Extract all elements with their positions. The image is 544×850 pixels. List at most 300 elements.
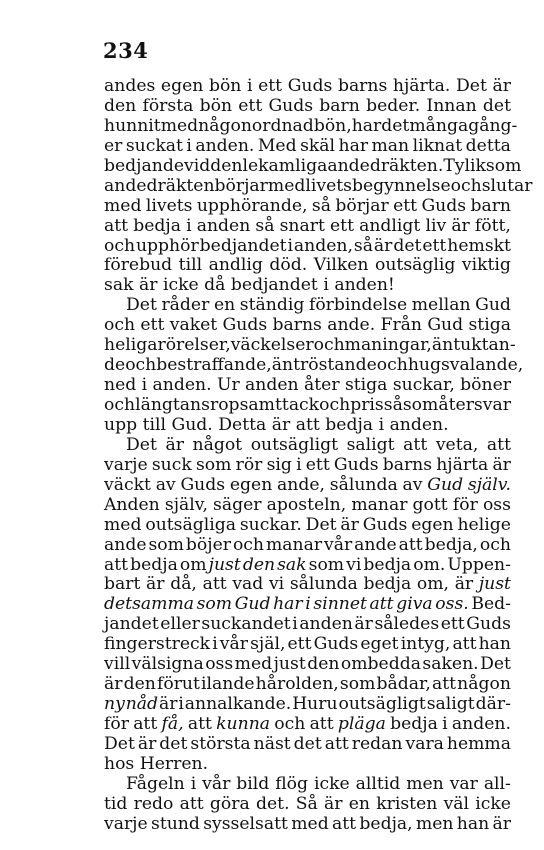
word: såsom bbox=[383, 395, 439, 415]
word: alltid bbox=[355, 773, 401, 794]
word: i bbox=[296, 454, 302, 475]
word: bedjandet bbox=[230, 275, 318, 296]
word: till bbox=[142, 414, 166, 435]
word: var bbox=[449, 773, 478, 794]
word: jandet bbox=[104, 614, 159, 635]
word: av bbox=[155, 474, 176, 495]
word: med bbox=[267, 175, 306, 196]
word: är bbox=[146, 574, 165, 595]
word: han bbox=[456, 813, 490, 834]
word: att bbox=[104, 215, 129, 236]
text-line bbox=[104, 615, 511, 635]
word: bedja bbox=[363, 574, 412, 595]
word: sålunda bbox=[289, 574, 358, 595]
word: att bbox=[369, 594, 394, 615]
word: oss bbox=[482, 494, 511, 515]
word: Det bbox=[305, 514, 337, 535]
word: detsamma bbox=[104, 594, 194, 615]
word: om. bbox=[413, 554, 446, 575]
text-line bbox=[104, 237, 511, 257]
word: den bbox=[210, 155, 243, 176]
word: pris bbox=[350, 395, 384, 415]
word: ett bbox=[422, 235, 447, 256]
word: suck bbox=[151, 454, 192, 475]
text-line bbox=[104, 675, 511, 695]
word: upp bbox=[104, 414, 138, 435]
word: barn bbox=[470, 195, 511, 216]
word: ande, bbox=[277, 474, 326, 495]
word: till bbox=[178, 255, 203, 276]
word: är bbox=[165, 434, 184, 455]
word: längtans bbox=[135, 395, 210, 415]
word: hjärta bbox=[436, 454, 489, 475]
word: Det bbox=[126, 295, 157, 316]
word: näst bbox=[253, 733, 291, 754]
word: bedjande bbox=[104, 155, 184, 176]
word: Vilken bbox=[313, 255, 369, 276]
word: bådar, bbox=[376, 674, 431, 695]
word: varje bbox=[104, 454, 148, 475]
text-line bbox=[104, 496, 511, 516]
word: upphörande, bbox=[196, 195, 308, 216]
word: vi bbox=[268, 574, 285, 595]
word: eller bbox=[160, 614, 200, 635]
word: tid bbox=[104, 793, 128, 814]
word: sak bbox=[277, 554, 307, 575]
word: livets bbox=[145, 195, 193, 216]
word: och bbox=[319, 395, 351, 415]
word: barn bbox=[319, 95, 360, 116]
word: själ, bbox=[250, 634, 286, 655]
word: har bbox=[338, 135, 369, 156]
word: Guds bbox=[222, 315, 268, 336]
word: detta bbox=[465, 135, 511, 156]
word: stund bbox=[151, 813, 200, 834]
word: stiga bbox=[468, 315, 511, 336]
word: och bbox=[376, 355, 408, 376]
word: har bbox=[351, 115, 382, 136]
word: att bbox=[324, 733, 349, 754]
word: Huru bbox=[292, 694, 338, 715]
word: det bbox=[159, 733, 188, 754]
word: att bbox=[179, 793, 204, 814]
word: icke bbox=[475, 793, 511, 814]
word: sig bbox=[266, 454, 292, 475]
word: således bbox=[374, 614, 440, 635]
text-line bbox=[104, 175, 533, 197]
word: återsvar bbox=[438, 395, 511, 415]
word: böjer bbox=[185, 534, 231, 555]
word: snart bbox=[279, 215, 325, 236]
text-line bbox=[104, 775, 511, 795]
word: rörelser, bbox=[157, 335, 231, 356]
word: för bbox=[452, 494, 478, 515]
word: anden. bbox=[152, 375, 212, 396]
word: helige bbox=[457, 514, 511, 535]
word: är bbox=[373, 235, 393, 256]
word: suckar. bbox=[239, 514, 302, 535]
word: vi bbox=[346, 554, 362, 575]
word: outsägliga bbox=[145, 514, 236, 535]
word: suckat bbox=[125, 135, 183, 156]
word: Gud bbox=[234, 594, 271, 615]
word: man bbox=[371, 135, 410, 156]
word: och bbox=[104, 235, 136, 256]
word: ständig bbox=[239, 295, 305, 316]
text-line bbox=[104, 436, 511, 456]
word: gott bbox=[412, 494, 448, 515]
word: vid bbox=[184, 155, 211, 176]
word: väl bbox=[443, 793, 470, 814]
word: är bbox=[454, 574, 474, 595]
word: och bbox=[479, 534, 511, 555]
word: ett bbox=[287, 634, 312, 655]
text-line bbox=[104, 137, 511, 157]
word: då bbox=[204, 275, 226, 296]
word: outsägligt bbox=[338, 694, 426, 715]
word: att bbox=[452, 634, 477, 655]
word: börjar bbox=[214, 175, 268, 196]
word: anden, bbox=[293, 235, 353, 256]
word: gång- bbox=[468, 115, 518, 136]
word: aposteln, bbox=[266, 494, 347, 515]
text-line bbox=[104, 695, 511, 715]
word: att bbox=[398, 534, 423, 555]
word: är bbox=[324, 793, 343, 814]
text-line bbox=[104, 595, 511, 615]
word: Gud. bbox=[171, 414, 213, 435]
word: väckelser bbox=[230, 335, 314, 356]
word: ned bbox=[104, 375, 137, 396]
text-line bbox=[104, 217, 511, 237]
word: att bbox=[295, 414, 320, 435]
text-line bbox=[104, 516, 511, 536]
word: Bed- bbox=[471, 594, 511, 615]
word: som bbox=[195, 454, 232, 475]
word: bön bbox=[199, 95, 233, 116]
word: är bbox=[354, 614, 373, 635]
word: andedräkten bbox=[104, 175, 215, 196]
word: första bbox=[142, 95, 194, 116]
word: bön bbox=[208, 76, 242, 96]
word: väckt bbox=[104, 474, 151, 495]
word: anden bbox=[196, 215, 251, 236]
word: Guds bbox=[466, 614, 511, 635]
word: ny bbox=[104, 694, 125, 715]
word: död. bbox=[269, 255, 308, 276]
word: av bbox=[402, 474, 423, 495]
word: Från bbox=[380, 315, 422, 336]
word: något bbox=[192, 434, 243, 455]
word: hårolden, bbox=[255, 674, 339, 695]
word: Ty bbox=[443, 155, 465, 176]
word: vår bbox=[219, 634, 248, 655]
word: maningar, bbox=[344, 335, 432, 356]
word: hemma bbox=[446, 733, 511, 754]
word: ilande bbox=[201, 674, 255, 695]
word: viktig bbox=[461, 255, 511, 276]
word: Innan bbox=[426, 95, 477, 116]
word: som bbox=[308, 554, 345, 575]
word: och bbox=[450, 175, 482, 196]
word: i bbox=[190, 773, 197, 794]
word: intyg, bbox=[400, 634, 451, 655]
word: vara bbox=[405, 733, 444, 754]
word: i bbox=[305, 594, 311, 615]
word: livets bbox=[305, 175, 352, 196]
word: största bbox=[190, 733, 251, 754]
text-line bbox=[104, 635, 511, 655]
word: bedja bbox=[325, 414, 374, 435]
word: det bbox=[293, 733, 322, 754]
word: om bbox=[179, 554, 207, 575]
text-line bbox=[104, 276, 511, 296]
text-line bbox=[104, 296, 511, 316]
word: Guds bbox=[313, 634, 359, 655]
word: i bbox=[186, 135, 192, 156]
word: göra bbox=[209, 793, 250, 814]
word: det. bbox=[255, 793, 290, 814]
word: bön, bbox=[313, 115, 352, 136]
text-line bbox=[104, 77, 511, 97]
word: bild bbox=[236, 773, 270, 794]
word: den bbox=[104, 95, 137, 116]
text-line bbox=[104, 396, 511, 416]
word: att bbox=[486, 434, 511, 455]
word: Det bbox=[104, 733, 135, 754]
word: den bbox=[242, 554, 276, 575]
text-line bbox=[104, 456, 511, 476]
word: det bbox=[482, 95, 511, 116]
word: oss bbox=[205, 654, 234, 675]
word: är bbox=[137, 733, 157, 754]
word: Fågeln bbox=[126, 773, 185, 794]
word: i bbox=[212, 634, 218, 655]
word: redo bbox=[133, 793, 174, 814]
word: ordnad bbox=[251, 115, 314, 136]
word: själv. bbox=[467, 474, 511, 495]
word: och bbox=[104, 315, 136, 336]
word: som bbox=[196, 594, 233, 615]
word: att bbox=[403, 434, 428, 455]
word: bedja bbox=[363, 554, 412, 575]
word: i bbox=[292, 614, 298, 635]
word: saken. bbox=[422, 654, 479, 675]
text-line bbox=[104, 815, 511, 835]
word: just bbox=[478, 574, 511, 595]
word: barns bbox=[337, 76, 388, 96]
word: ett bbox=[258, 76, 283, 96]
word: men bbox=[415, 813, 454, 834]
word: saligt bbox=[346, 434, 395, 455]
word: är bbox=[138, 275, 158, 296]
word: vår bbox=[324, 534, 353, 555]
word: just bbox=[208, 554, 241, 575]
word: bedja bbox=[133, 215, 181, 236]
text-line bbox=[104, 197, 511, 217]
word: med bbox=[104, 514, 142, 535]
word: vad bbox=[232, 574, 264, 595]
word: Guds bbox=[287, 76, 333, 96]
word: Gud bbox=[427, 474, 464, 495]
word: att bbox=[332, 813, 357, 834]
word: suckandet bbox=[201, 614, 291, 635]
word: för bbox=[104, 714, 129, 734]
word: om, bbox=[416, 574, 450, 595]
word: där- bbox=[475, 694, 511, 715]
word: eget bbox=[360, 634, 399, 655]
word: ett bbox=[305, 454, 330, 475]
word: böner bbox=[460, 375, 511, 396]
word: och bbox=[125, 355, 157, 376]
text-line bbox=[104, 556, 511, 576]
word: Guds bbox=[362, 514, 408, 535]
word: egen bbox=[411, 514, 454, 535]
word: hugsvalande, bbox=[407, 355, 524, 376]
word: den bbox=[123, 674, 156, 695]
text-line bbox=[104, 536, 511, 556]
word: manar bbox=[351, 494, 408, 515]
text-line bbox=[104, 335, 516, 356]
word: i bbox=[442, 714, 448, 734]
word: redan bbox=[351, 733, 403, 754]
word: ande. bbox=[327, 315, 376, 336]
word: andedräkten. bbox=[327, 155, 444, 176]
word: Herren. bbox=[139, 753, 209, 774]
word: egen bbox=[229, 474, 273, 495]
word: annalkande. bbox=[184, 694, 292, 715]
word: samt bbox=[239, 395, 282, 415]
word: och bbox=[313, 335, 345, 356]
word: just bbox=[273, 654, 306, 675]
word: en bbox=[348, 793, 370, 814]
word: ett bbox=[440, 614, 465, 635]
word: andligt bbox=[359, 215, 421, 236]
word: är bbox=[492, 76, 511, 96]
word: de bbox=[104, 355, 126, 376]
word: med bbox=[160, 115, 199, 136]
word: anden. bbox=[389, 414, 449, 435]
word: bedja bbox=[130, 554, 178, 575]
word: tack bbox=[281, 395, 320, 415]
word: med bbox=[104, 195, 142, 216]
text-line bbox=[104, 355, 524, 376]
word: lekamliga bbox=[242, 155, 328, 176]
word: stiga bbox=[344, 375, 388, 396]
text-line bbox=[104, 416, 511, 436]
word: bart bbox=[104, 574, 141, 595]
word: Gud bbox=[475, 295, 511, 316]
word: som bbox=[148, 534, 184, 555]
word: Gud bbox=[427, 315, 464, 336]
word: det bbox=[381, 115, 410, 136]
word: rör bbox=[235, 454, 263, 475]
word: i bbox=[378, 414, 385, 435]
word: skäl bbox=[300, 135, 336, 156]
word: er bbox=[104, 135, 123, 156]
word: har bbox=[273, 594, 303, 615]
word: tuktan- bbox=[453, 335, 516, 356]
word: anden bbox=[245, 375, 299, 396]
word: fött, bbox=[474, 215, 511, 236]
word: kristen bbox=[376, 793, 438, 814]
word: ande bbox=[104, 534, 147, 555]
word: han bbox=[478, 634, 511, 655]
word: att bbox=[133, 714, 158, 734]
word: och bbox=[232, 534, 264, 555]
word: så bbox=[353, 235, 373, 256]
word: den bbox=[307, 654, 340, 675]
word: Anden bbox=[104, 494, 160, 515]
text-line bbox=[104, 155, 522, 177]
word: bedjandet bbox=[199, 235, 287, 256]
word: vill bbox=[104, 654, 131, 675]
word: andes bbox=[104, 76, 156, 96]
text-line bbox=[104, 376, 511, 396]
word: i bbox=[178, 694, 184, 715]
word: förut bbox=[157, 674, 200, 695]
word: att bbox=[309, 714, 334, 734]
word: ett bbox=[393, 195, 418, 216]
word: själv, bbox=[164, 494, 208, 515]
text-line bbox=[104, 97, 511, 117]
text-line bbox=[104, 795, 511, 815]
word: att bbox=[104, 554, 129, 575]
word: sysselsatt bbox=[203, 813, 288, 834]
word: icke bbox=[313, 773, 350, 794]
word: det bbox=[393, 235, 422, 256]
word: att bbox=[431, 674, 457, 695]
word: är bbox=[271, 414, 291, 435]
word: många bbox=[409, 115, 469, 136]
word: i bbox=[246, 76, 253, 96]
word: andlig bbox=[208, 255, 263, 276]
word: hos bbox=[104, 753, 135, 774]
word: Guds bbox=[421, 195, 467, 216]
word: tröstande bbox=[293, 355, 377, 376]
word: är bbox=[451, 215, 470, 236]
word: att bbox=[187, 714, 212, 734]
word: välsigna bbox=[131, 654, 204, 675]
word: börjar bbox=[335, 195, 389, 216]
text-line bbox=[104, 755, 511, 775]
word: Det bbox=[456, 76, 487, 96]
word: Det bbox=[480, 654, 511, 675]
word: är bbox=[158, 694, 178, 715]
word: ett bbox=[140, 315, 165, 336]
word: hunnit bbox=[104, 115, 161, 136]
word: flög bbox=[275, 773, 309, 794]
word: icke bbox=[162, 275, 199, 296]
word: så bbox=[311, 195, 331, 216]
word: och bbox=[274, 714, 306, 734]
word: oss. bbox=[435, 594, 469, 615]
word: ett bbox=[329, 215, 354, 236]
word: så bbox=[255, 215, 275, 236]
text-line bbox=[104, 115, 518, 137]
word: veta, bbox=[435, 434, 479, 455]
word: liv bbox=[425, 215, 447, 236]
word: bedja, bbox=[424, 534, 478, 555]
word: med bbox=[234, 654, 273, 675]
text-line bbox=[104, 715, 511, 735]
word: sålunda bbox=[329, 474, 398, 495]
word: är bbox=[492, 813, 511, 834]
word: mellan bbox=[411, 295, 471, 316]
word: är bbox=[492, 454, 511, 475]
word: vår bbox=[202, 773, 231, 794]
word: pläga bbox=[337, 714, 386, 734]
